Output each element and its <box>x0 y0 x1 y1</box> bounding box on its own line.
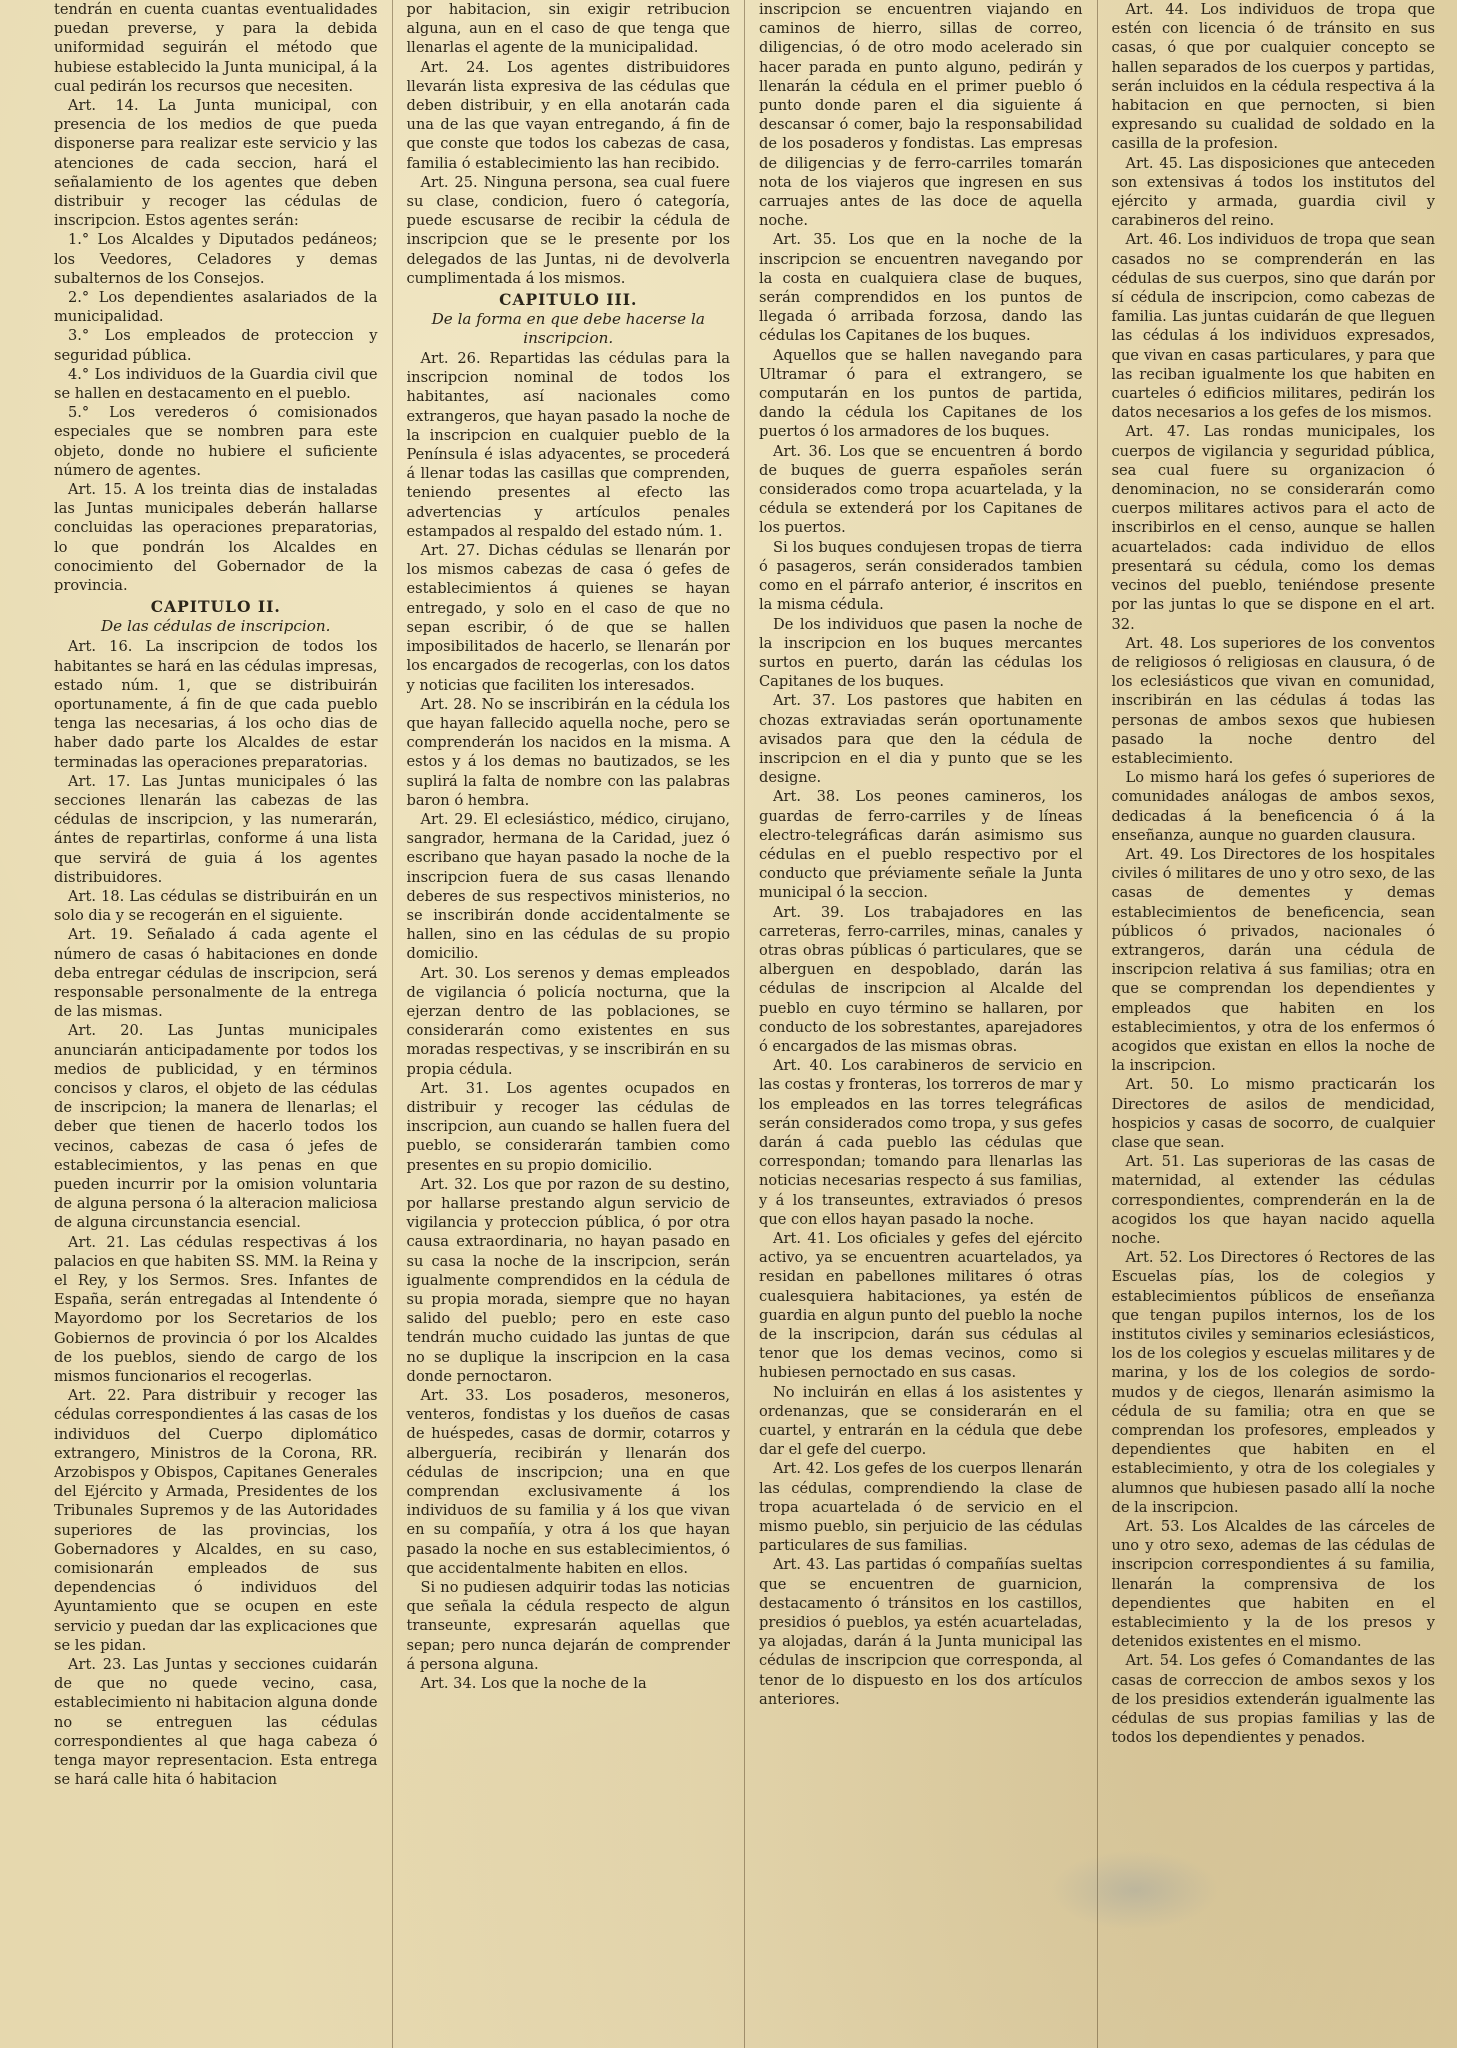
article-paragraph: Art. 25. Ninguna persona, sea cual fuere su clase, condicion, fuero ó categoría, puede escusarse de recibir la cédula de inscripcion que se le presente por los delegados de las Juntas, ni de devolverla cumplimentada á los mismos. <box>406 173 730 287</box>
article-paragraph: Art. 34. Los que la noche de la <box>420 1675 647 1693</box>
article-paragraph: De los individuos que pasen la noche de la inscripcion en los buques mercantes surtos en puerto, darán las cédulas los Capitanes de los buques. <box>759 615 1083 691</box>
article-paragraph: No incluirán en ellas á los asistentes y ordenanzas, que se considerarán en el cuartel, y entrarán en la cédula que debe dar el gefe del cuerpo. <box>759 1383 1083 1459</box>
article-paragraph: Art. 50. Lo mismo practicarán los Directores de asilos de mendicidad, hospicios y casas de socorro, de cualquier clase que sean. <box>1111 1076 1435 1151</box>
article-paragraph: Art. 24. Los agentes distribuidores llevarán lista expresiva de las cédulas que deben distribuir, y en ella anotarán cada una de las que vayan entregando, á fin de que conste que todos los cabezas de casa, familia ó establecimiento las han recibido. <box>406 58 730 172</box>
column-2 <box>392 0 745 2048</box>
column-4 <box>1097 0 1450 2048</box>
chapter-subtitle: De la forma en que debe hacerse la inscripcion. <box>431 310 705 348</box>
article-paragraph: Art. 28. No se inscribirán en la cédula los que hayan fallecido aquella noche, pero se comprenderán los nacidos en la misma. A estos y á los demas no bautizados, se les suplirá la falta de nombre con las palabras baron ó hembra. <box>406 695 730 809</box>
article-paragraph: Art. 45. Las disposiciones que anteceden son extensivas á todos los institutos del ejército y armada, guardia civil y carabineros del reino. <box>1111 154 1435 230</box>
column-3 <box>744 0 1097 2048</box>
article-paragraph: Art. 29. El eclesiástico, médico, cirujano, sangrador, hermana de la Caridad, juez ó escribano que hayan pasado la noche de la inscripcion fuera de sus casas llenando deberes de sus respectivos ministerios, no se inscribirán donde accidentalmente se hallen, sino en las cédulas de su propio domicilio. <box>406 810 730 963</box>
article-paragraph: Lo mismo hará los gefes ó superiores de comunidades análogas de ambos sexos, dedicadas á la beneficencia ó á la enseñanza, aunque no guarden clausura. <box>1111 769 1435 844</box>
article-paragraph: Art. 46. Los individuos de tropa que sean casados no se comprenderán en las cédulas de sus cuerpos, sino que darán por sí cédula de inscripcion, como cabezas de familia. Las juntas cuidarán de que lleguen las cédulas á los individuos expresados, que vivan en casas particulares, y para que las reciban igualmente los que habiten en cuarteles ó edificios militares, pedirán los datos necesarios a los gefes de los mismos. <box>1111 231 1435 422</box>
article-paragraph: Art. 35. Los que en la noche de la inscripcion se encuentren navegando por la costa en cualquiera clase de buques, serán comprendidos en los puntos de llegada ó arribada forzosa, dando las cédulas los Capitanes de los buques. <box>759 231 1083 345</box>
article-paragraph: Art. 32. Los que por razon de su destino, por hallarse prestando algun servicio de vigilancia y proteccion pública, ó por otra causa extraordinaria, no hayan pasado en su casa la noche de la inscripcion, serán igualmente comprendidos en la cédula de su propia morada, siempre que no hayan salido del pueblo; pero en este caso tendrán mucho cuidado las juntas de que no se duplique la inscripcion en la casa donde pernoctaron. <box>406 1175 730 1385</box>
article-paragraph: Art. 41. Los oficiales y gefes del ejército activo, ya se encuentren acuartelados, ya residan en pabellones militares ó otras cualesquiera habitaciones, ya estén de guardia en algun punto del pueblo la noche de la inscripcion, darán sus cédulas al tenor que los demas vecinos, como si hubiesen pernoctado en sus casas. <box>759 1230 1083 1382</box>
article-paragraph: Art. 18. Las cédulas se distribuirán en un solo dia y se recogerán en el siguiente. <box>54 887 378 925</box>
article-paragraph: Art. 47. Las rondas municipales, los cuerpos de vigilancia y seguridad pública, sea cual fuere su organizacion ó denominacion, no se considerarán como cuerpos militares activos para el acto de inscribirlos en el censo, aunque se hallen acuartelados: cada individuo de ellos presentará su cédula, como los demas vecinos del pueblo, teniéndose presente por las juntas lo que se dispone en el art. 32. <box>1111 423 1435 633</box>
article-paragraph: Art. 16. La inscripcion de todos los habitantes se hará en las cédulas impresas, estado núm. 1, que se distribuirán oportunamente, á fin de que cada pueblo tenga las necesarias, á los ocho dias de haber dado parte los Alcaldes de estar terminadas las operaciones preparatorias. <box>54 638 378 771</box>
text-columns <box>40 0 1449 2048</box>
article-paragraph: Art. 52. Los Directores ó Rectores de las Escuelas pías, los de colegios y establecimientos públicos de enseñanza que tengan pupilos internos, los de los institutos civiles y seminarios eclesiásticos, los de los colegios y escuelas militares y de marina, y los de los colegios de sordo-mudos y de ciegos, llenarán asimismo la cédula de su familia; otra en que se comprendan los profesores, empleados y dependientes que habiten en el establecimiento, y otra de los colegiales y alumnos que hubiesen pasado allí la noche de la inscripcion. <box>1111 1249 1435 1516</box>
article-paragraph: 5.° Los verederos ó comisionados especiales que se nombren para este objeto, donde no hubiere el suficiente número de agentes. <box>54 404 378 479</box>
article-paragraph: Art. 38. Los peones camineros, los guardas de ferro-carriles y de líneas electro-telegráficas darán asimismo sus cédulas en el pueblo respectivo por el conducto que préviamente señale la Junta municipal ó la seccion. <box>759 788 1083 902</box>
article-paragraph: 3.° Los empleados de proteccion y seguridad pública. <box>54 327 378 364</box>
article-paragraph: Art. 51. Las superioras de las casas de maternidad, al extender las cédulas correspondientes, comprenderán en la de acogidos los que hayan nacido aquella noche. <box>1111 1153 1435 1247</box>
chapter-heading: CAPITULO III. <box>499 290 638 310</box>
article-paragraph: Art. 40. Los carabineros de servicio en las costas y fronteras, los torreros de mar y los empleados en las torres telegráficas serán considerados como tropa, y sus gefes darán á cada pueblo las cédulas que correspondan; tomando para llenarlas las noticias necesarias respecto á sus familias, y á los transeuntes, extraviados ó presos que con ellos hayan pasado la noche. <box>759 1057 1083 1228</box>
article-paragraph: Art. 39. Los trabajadores en las carreteras, ferro-carriles, minas, canales y otras obras públicas ó particulares, que se alberguen en despoblado, darán las cédulas de inscripcion al Alcalde del pueblo en cuyo término se hallaren, por conducto de los sobrestantes, aparejadores ó encargados de las mismas obras. <box>759 903 1083 1055</box>
article-paragraph: Art. 26. Repartidas las cédulas para la inscripcion nominal de todos los habitantes, así nacionales como extrangeros, que hayan pasado la noche de la inscripcion en cualquier pueblo de la Península é islas adyacentes, se procederá á llenar todas las casillas que comprenden, teniendo presentes al efecto las advertencias y artículos penales estampados al respaldo del estado núm. 1. <box>406 350 730 540</box>
article-paragraph: Art. 33. Los posaderos, mesoneros, venteros, fondistas y los dueños de casas de huéspedes, casas de dormir, cotarros y alberguería, recibirán y llenarán dos cédulas de inscripcion; una en que comprendan exclusivamente á los individuos de su familia y á los que vivan en su compañía, y otra á los que hayan pasado la noche en sus establecimientos, ó que accidentalmente habiten en ellos. <box>406 1387 730 1577</box>
article-paragraph: Art. 17. Las Juntas municipales ó las secciones llenarán las cabezas de las cédulas de inscripcion, y las numerarán, ántes de repartirlas, conforme á una lista que servirá de guia á los agentes distribuidores. <box>54 772 378 886</box>
article-paragraph: Art. 27. Dichas cédulas se llenarán por los mismos cabezas de casa ó gefes de establecimientos á quienes se hayan entregado, y solo en el caso de que no sepan escribir, ó de que se hallen imposibilitados de hacerlo, se llenarán por los encargados de recogerlas, con los datos y noticias que faciliten los interesados. <box>406 542 730 694</box>
article-paragraph: Art. 31. Los agentes ocupados en distribuir y recoger las cédulas de inscripcion, aun cuando se hallen fuera del pueblo, se considerarán tambien como presentes en su propio domicilio. <box>406 1079 730 1174</box>
article-paragraph: Art. 19. Señalado á cada agente el número de casas ó habitaciones en donde deba entregar cédulas de inscripcion, será responsable personalmente de la entrega de las mismas. <box>54 926 378 1021</box>
article-paragraph: Art. 54. Los gefes ó Comandantes de las casas de correccion de ambos sexos y los de los presidios extenderán igualmente las cédulas de sus propias familias y las de todos los dependientes y penados. <box>1111 1652 1435 1747</box>
article-paragraph: 2.° Los dependientes asalariados de la municipalidad. <box>54 289 378 326</box>
continued-paragraph: por habitacion, sin exigir retribucion alguna, aun en el caso de que tenga que llenarlas el agente de la municipalidad. <box>406 1 730 57</box>
article-paragraph: Art. 37. Los pastores que habiten en chozas extraviadas serán oportunamente avisados para que den la cédula de inscripcion en el dia y punto que se les designe. <box>759 692 1083 787</box>
article-paragraph: Art. 49. Los Directores de los hospitales civiles ó militares de uno y otro sexo, de las casas de dementes y demas establecimientos de beneficencia, sean públicos ó privados, nacionales ó extrangeros, darán una cédula de inscripcion relativa á sus familias; otra en que se comprendan los dependientes y empleados que habiten en los establecimientos, y otra de los enfermos ó acogidos que existan en ellos la noche de la inscripcion. <box>1111 845 1435 1075</box>
article-paragraph: Art. 36. Los que se encuentren á bordo de buques de guerra españoles serán considerados como tropa acuartelada, y la cédula se extenderá por los Capitanes de los puertos. <box>759 442 1083 537</box>
article-paragraph: Art. 30. Los serenos y demas empleados de vigilancia ó policía nocturna, que la ejerzan dentro de las poblaciones, se considerarán como existentes en sus moradas respectivas, y se inscribirán en su propia cédula. <box>406 964 730 1078</box>
article-paragraph: Art. 21. Las cédulas respectivas á los palacios en que habiten SS. MM. la Reina y el Rey, y los Sermos. Sres. Infantes de España, serán entregadas al Intendente ó Mayordomo por los Secretarios de los Gobiernos de provincia ó por los Alcaldes de los pueblos, siendo de cargo de los mismos funcionarios el recogerlas. <box>54 1233 378 1386</box>
article-paragraph: Si no pudiesen adquirir todas las noticias que señala la cédula respecto de algun transeunte, expresarán aquellas que sepan; pero nunca dejarán de comprender á persona alguna. <box>406 1579 730 1673</box>
article-paragraph: Si los buques condujesen tropas de tierra ó pasageros, serán considerados tambien como en el párrafo anterior, é inscritos en la misma cédula. <box>759 538 1083 614</box>
chapter-subtitle: De las cédulas de inscripcion. <box>101 617 331 636</box>
article-paragraph: Aquellos que se hallen navegando para Ultramar ó para el extrangero, se computarán en los puntos de partida, dando la cédula los Capitanes de los puertos ó los armadores de los buques. <box>759 346 1083 441</box>
continued-paragraph: tendrán en cuenta cuantas eventualidades puedan preverse, y para la debida uniformidad seguirán el método que hubiese establecido la Junta municipal, á la cual pedirán los recursos que necesiten. <box>54 1 378 95</box>
article-paragraph: Art. 48. Los superiores de los conventos de religiosos ó religiosas en clausura, ó de los eclesiásticos que vivan en comunidad, inscribirán en las cédulas á todas las personas de ambos sexos que hubiesen pasado la noche dentro del establecimiento. <box>1111 634 1435 767</box>
article-paragraph: Art. 53. Los Alcaldes de las cárceles de uno y otro sexo, ademas de las cédulas de inscripcion correspondientes á su familia, llenarán la comprensiva de los dependientes que habiten en el establecimiento y la de los presos y detenidos existentes en el mismo. <box>1111 1518 1435 1651</box>
article-paragraph: 4.° Los individuos de la Guardia civil que se hallen en destacamento en el pueblo. <box>54 365 378 403</box>
article-paragraph: Art. 42. Los gefes de los cuerpos llenarán las cédulas, comprendiendo la clase de tropa acuartelada ó de servicio en el mismo pueblo, sin perjuicio de las cédulas particulares de sus familias. <box>759 1460 1083 1555</box>
article-paragraph: Art. 23. Las Juntas y secciones cuidarán de que no quede vecino, casa, establecimiento ni habitacion alguna donde no se entreguen las cédulas correspondientes al que haga cabeza ó tenga mayor representacion. Esta entrega se hará calle hita ó habitacion <box>54 1656 378 1789</box>
article-paragraph: Art. 20. Las Juntas municipales anunciarán anticipadamente por todos los medios de publicidad, y en términos concisos y claros, el objeto de las cédulas de inscripcion; la manera de llenarlas; el deber que tienen de hacerlo todos los vecinos, cabezas de casa ó jefes de establecimientos, y las penas en que pueden incurrir por la omision voluntaria de alguna persona ó la alteracion maliciosa de alguna circunstancia esencial. <box>54 1022 378 1232</box>
article-paragraph: Art. 15. A los treinta dias de instaladas las Juntas municipales deberán hallarse concluidas las operaciones preparatorias, lo que pondrán los Alcaldes en conocimiento del Gobernador de la provincia. <box>54 481 378 595</box>
article-paragraph: 1.° Los Alcaldes y Diputados pedáneos; los Veedores, Celadores y demas subalternos de los Consejos. <box>54 231 378 287</box>
continued-paragraph: inscripcion se encuentren viajando en caminos de hierro, sillas de correo, diligencias, ó de otro modo acelerado sin hacer parada en punto alguno, pedirán y llenarán la cédula en el primer pueblo ó punto donde paren el dia siguiente á descansar ó comer, bajo la responsabilidad de los posaderos y fondistas. Las empresas de diligencias y de ferro-carriles tomarán nota de los viajeros que ingresen en sus carruajes antes de las doce de aquella noche. <box>759 1 1083 230</box>
article-paragraph: Art. 43. Las partidas ó compañías sueltas que se encuentren de guarnicion, destacamento ó tránsitos en los castillos, presidios ó pueblos, ya estén acuarteladas, ya alojadas, darán á la Junta municipal las cédulas de inscripcion que corresponda, al tenor de lo dispuesto en los dos artículos anteriores. <box>759 1556 1083 1708</box>
column-1 <box>40 0 392 2048</box>
article-paragraph: Art. 22. Para distribuir y recoger las cédulas correspondientes á las casas de los individuos del Cuerpo diplomático extrangero, Ministros de la Corona, RR. Arzobispos y Obispos, Capitanes Generales del Ejército y Armada, Presidentes de los Tribunales Supremos y de las Autoridades superiores de las provincias, los Gobernadores y Alcaldes, en su caso, comisionarán empleados de sus dependencias ó individuos del Ayuntamiento que se ocupen en este servicio y puedan dar las explicaciones que se les pidan. <box>54 1387 378 1654</box>
article-paragraph: Art. 14. La Junta municipal, con presencia de los medios de que pueda disponerse para realizar este servicio y las atenciones de cada seccion, hará el señalamiento de los agentes que deben distribuir y recoger las cédulas de inscripcion. Estos agentes serán: <box>54 97 378 230</box>
chapter-heading: CAPITULO II. <box>150 597 281 617</box>
article-paragraph: Art. 44. Los individuos de tropa que estén con licencia ó de tránsito en sus casas, ó que por cualquier concepto se hallen separados de los cuerpos y partidas, serán incluidos en la cédula respectiva á la habitacion en que pernocten, si bien expresando su cualidad de soldado en la casilla de la profesion. <box>1111 1 1435 153</box>
